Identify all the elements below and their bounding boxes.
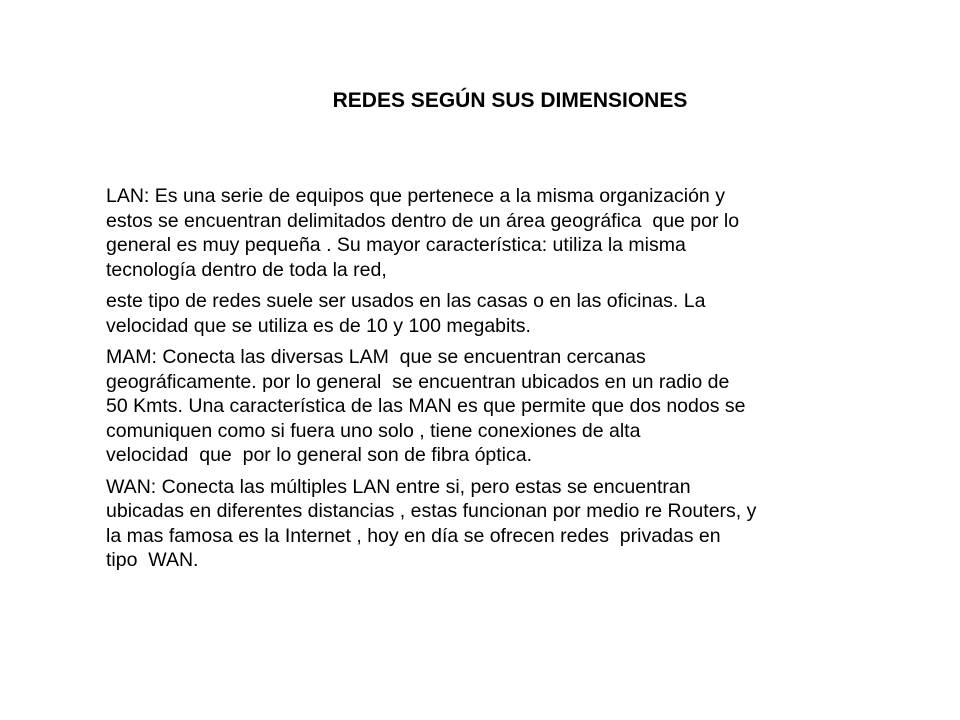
paragraph-line: general es muy pequeña . Su mayor característica: utiliza la misma — [106, 234, 686, 256]
slide-body — [106, 184, 932, 580]
paragraph-line: 50 Kmts. Una característica de las MAN es que permite que dos nodos se — [106, 395, 746, 417]
paragraph-line: tipo WAN. — [106, 549, 199, 571]
paragraph-wan — [106, 475, 932, 573]
slide-title: REDES SEGÚN SUS DIMENSIONES — [332, 89, 688, 112]
paragraph-line: MAM: Conecta las diversas LAM que se encuentran cercanas — [106, 346, 646, 368]
paragraph-line: velocidad que por lo general son de fibra óptica. — [106, 444, 533, 466]
paragraph-lan-usage — [106, 289, 932, 338]
paragraph-line: estos se encuentran delimitados dentro de un área geográfica que por lo — [106, 209, 740, 232]
paragraph-line: ubicadas en diferentes distancias , estas funcionan por medio re Routers, y — [106, 500, 757, 522]
paragraph-line: velocidad que se utiliza es de 10 y 100 megabits. — [106, 314, 531, 337]
paragraph-man — [106, 345, 932, 468]
paragraph-line: LAN: Es una serie de equipos que pertenece a la misma organización y — [106, 185, 725, 207]
paragraph-line: geográficamente. por lo general se encuentran ubicados en un radio de — [106, 370, 730, 393]
paragraph-line: comuniquen como si fuera uno solo , tiene conexiones de alta — [106, 419, 641, 442]
paragraph-line: la mas famosa es la Internet , hoy en día se ofrecen redes privadas en — [106, 524, 721, 547]
paragraph-line: este tipo de redes suele ser usados en las casas o en las oficinas. La — [106, 290, 706, 312]
paragraph-lan — [106, 184, 932, 282]
paragraph-line: tecnología dentro de toda la red, — [106, 258, 387, 281]
paragraph-line: WAN: Conecta las múltiples LAN entre si, pero estas se encuentran — [106, 475, 691, 498]
